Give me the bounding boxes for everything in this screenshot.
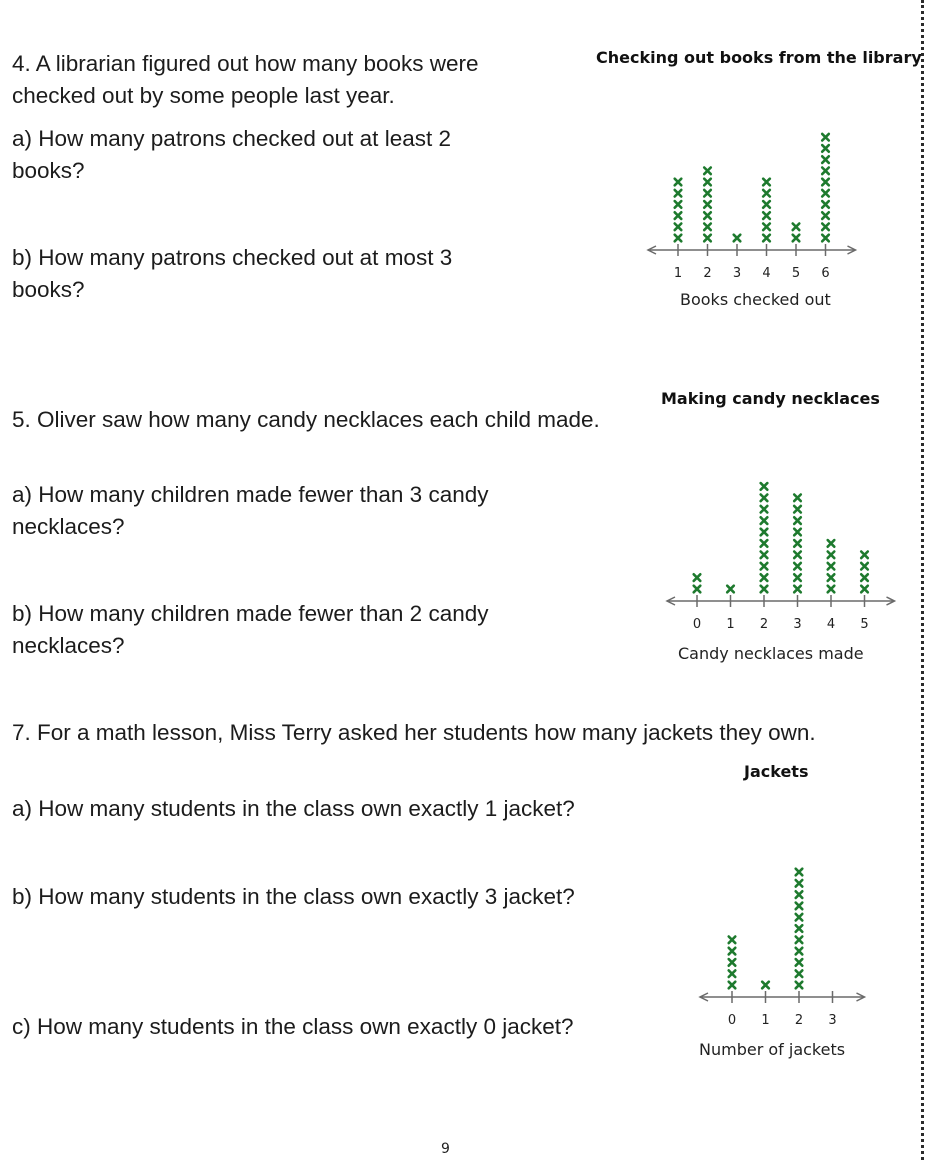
x-mark (796, 948, 803, 955)
x-mark (794, 563, 801, 570)
x-mark (761, 517, 768, 524)
tick-label: 2 (703, 266, 712, 281)
x-mark (828, 586, 835, 593)
x-mark (761, 529, 768, 536)
x-mark (761, 540, 768, 547)
x-mark (794, 540, 801, 547)
x-mark (796, 869, 803, 876)
x-mark (729, 948, 736, 955)
x-mark (727, 586, 734, 593)
x-mark (761, 563, 768, 570)
x-mark (794, 552, 801, 559)
tick-label: 1 (761, 1013, 770, 1028)
tick-label: 3 (793, 617, 802, 632)
x-mark (694, 574, 701, 581)
x-mark (729, 959, 736, 966)
x-mark (675, 224, 682, 231)
x-mark (704, 235, 711, 242)
tick-label: 1 (726, 617, 735, 632)
x-mark (704, 212, 711, 219)
x-mark (729, 937, 736, 944)
x-mark (761, 574, 768, 581)
tick-label: 5 (791, 266, 801, 281)
q4-part-a: a) How many patrons checked out at least 2 books? (12, 126, 451, 183)
x-mark (762, 982, 769, 989)
x-mark (729, 970, 736, 977)
x-mark (828, 540, 835, 547)
x-mark (763, 235, 770, 242)
x-mark (822, 235, 829, 242)
page-number: 9 (441, 1141, 450, 1157)
x-mark (828, 552, 835, 559)
chart1-title: Checking out books from the library (596, 48, 922, 67)
x-mark (796, 925, 803, 932)
x-mark (796, 880, 803, 887)
x-mark (796, 914, 803, 921)
q7-part-b: b) How many students in the class own exactly 3 jacket? (12, 884, 575, 909)
tick-label: 1 (673, 266, 683, 281)
x-mark (761, 506, 768, 513)
x-mark (794, 574, 801, 581)
x-mark (675, 235, 682, 242)
x-mark (822, 201, 829, 208)
x-mark (675, 201, 682, 208)
x-mark (761, 483, 768, 490)
x-mark (794, 495, 801, 502)
x-mark (794, 529, 801, 536)
x-mark (822, 212, 829, 219)
chart3-x-axis-label: Number of jackets (699, 1040, 846, 1059)
chart3-dot-plot (690, 800, 880, 1045)
chart1-dot-plot (640, 70, 880, 290)
tick-label: 4 (762, 266, 771, 281)
chart1-x-axis-label: Books checked out (680, 290, 831, 309)
x-mark (793, 235, 800, 242)
tick-label: 3 (732, 266, 742, 281)
q4-part-b: b) How many patrons checked out at most 3 books? (12, 245, 453, 302)
x-mark (822, 168, 829, 175)
x-mark (796, 982, 803, 989)
tick-label: 2 (759, 617, 769, 632)
x-mark (729, 982, 736, 989)
q7-part-a: a) How many students in the class own exactly 1 jacket? (12, 796, 575, 821)
x-mark (828, 563, 835, 570)
x-mark (675, 179, 682, 186)
x-mark (794, 506, 801, 513)
x-mark (796, 937, 803, 944)
x-mark (796, 959, 803, 966)
x-mark (796, 903, 803, 910)
q5-part-b: b) How many children made fewer than 2 candy necklaces? (12, 601, 489, 658)
chart2-dot-plot (655, 425, 915, 645)
q7-prompt: 7. For a math lesson, Miss Terry asked her students how many jackets they own. (12, 720, 816, 745)
x-mark (761, 495, 768, 502)
tick-label: 6 (821, 266, 830, 281)
chart2-x-axis-label: Candy necklaces made (678, 644, 864, 663)
x-mark (796, 970, 803, 977)
q7-part-c: c) How many students in the class own exactly 0 jacket? (12, 1014, 574, 1039)
x-mark (675, 212, 682, 219)
x-mark (861, 552, 868, 559)
x-mark (763, 224, 770, 231)
chart3-title: Jackets (744, 762, 809, 781)
x-mark (675, 190, 682, 197)
x-mark (822, 134, 829, 141)
tick-label: 3 (828, 1013, 837, 1028)
x-mark (763, 212, 770, 219)
tick-label: 0 (692, 617, 702, 632)
x-mark (822, 224, 829, 231)
x-mark (704, 224, 711, 231)
tick-label: 5 (860, 617, 869, 632)
x-mark (861, 563, 868, 570)
q5-part-a: a) How many children made fewer than 3 candy necklaces? (12, 482, 489, 539)
x-mark (822, 179, 829, 186)
dotted-margin-line (921, 0, 924, 1160)
q5-prompt: 5. Oliver saw how many candy necklaces each child made. (12, 407, 600, 432)
x-mark (794, 586, 801, 593)
x-mark (704, 179, 711, 186)
tick-label: 2 (794, 1013, 804, 1028)
x-mark (763, 190, 770, 197)
x-mark (734, 235, 741, 242)
chart2-title: Making candy necklaces (661, 389, 880, 408)
x-mark (761, 586, 768, 593)
x-mark (822, 145, 829, 152)
x-mark (694, 586, 701, 593)
tick-label: 0 (727, 1013, 737, 1028)
x-mark (828, 574, 835, 581)
tick-label: 4 (826, 617, 836, 632)
x-mark (861, 586, 868, 593)
q4-prompt: 4. A librarian figured out how many books were checked out by some people last year. (12, 51, 479, 108)
x-mark (861, 574, 868, 581)
x-mark (822, 190, 829, 197)
x-mark (763, 201, 770, 208)
x-mark (794, 517, 801, 524)
x-mark (704, 168, 711, 175)
x-mark (704, 190, 711, 197)
x-mark (704, 201, 711, 208)
x-mark (793, 224, 800, 231)
x-mark (796, 891, 803, 898)
x-mark (761, 552, 768, 559)
x-mark (822, 156, 829, 163)
x-mark (763, 179, 770, 186)
